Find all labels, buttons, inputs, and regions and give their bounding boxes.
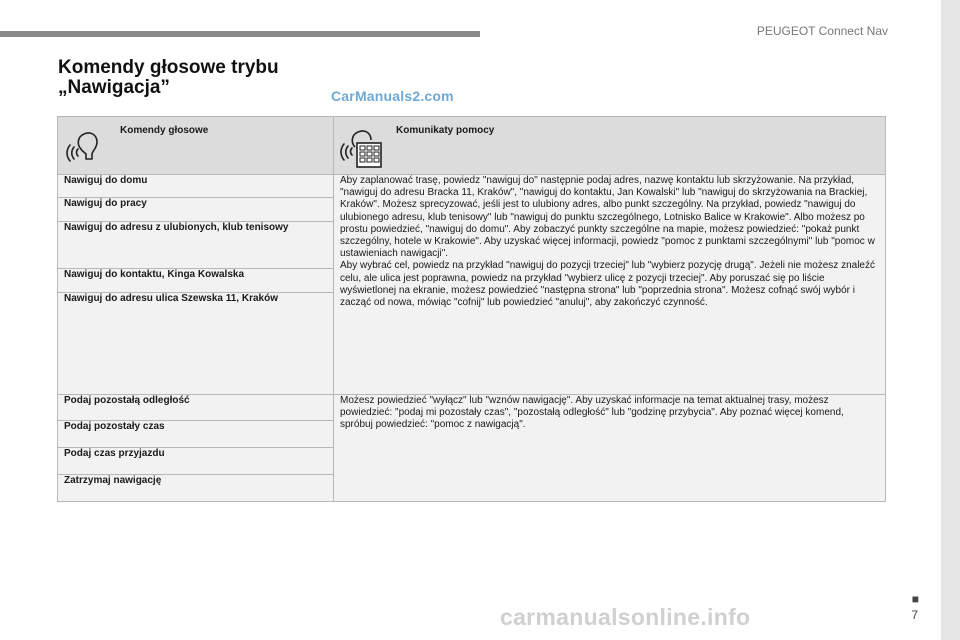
command-cell: Podaj pozostały czas xyxy=(58,421,334,448)
command-cell: Podaj pozostałą odległość xyxy=(58,395,334,421)
page-title-line-1: Komendy głosowe trybu xyxy=(58,57,279,78)
help-text-cell xyxy=(334,395,886,502)
column-header-commands xyxy=(58,117,334,175)
help-text-cell xyxy=(334,175,886,395)
page-title-line-2: „Nawigacja” xyxy=(58,77,170,98)
help-text: Aby zaplanować trasę, powiedz "nawiguj do" następnie podaj adres, nazwę kontaktu lub skrzyżowanie. Na przykład, "nawiguj do adresu Bracka 11, Kraków", "nawiguj do kontaktu, Jan Kowalski" lub "nawiguj do skrzyżowania na Brackiej, Kraków". Możesz sprecyzować, jeśli jest to ulubiony adres, albo punkt szczególny. Na przykład, powiedz "nawiguj do ulubionego adresu, klub tenisowy" lub "nawiguj do punktu szczególnego, Lotnisko Balice w Krakowie". Albo możesz po prostu powiedzieć, "nawiguj do domu". Aby zobaczyć punkty szczególne na mapie, możesz powiedzieć: "pokaż punkt szczególny, hotele w Krakowie". Aby uzyskać więcej informacji, powiedz "pomoc z punktami szczególnymi" lub "pomoc w ustawieniach nawigacji". Aby wybrać cel, powiedz na przykład "nawiguj do pozycji trzeciej" lub "wybierz pozycję drugą". Jeżeli nie możesz znaleźć celu, ale ulica jest poprawna, powiedz na przykład "wybierz ulicę z pozycji trzeciej". Aby poruszać się po liście wyświetlonej na ekranie, możesz powiedzieć "następna strona" lub "poprzednia strona". Możesz cofnąć swój wybór i zacząć od nowa, mówiąc "cofnij" lub powiedzieć "anuluj", aby zakończyć czynność. xyxy=(340,175,875,309)
voice-command-icon xyxy=(64,125,120,167)
command-cell: Podaj czas przyjazdu xyxy=(58,448,334,475)
column-header-help-label: Komunikaty pomocy xyxy=(396,125,495,136)
command-cell: Nawiguj do domu xyxy=(58,175,334,198)
watermark-top: CarManuals2.com xyxy=(331,88,454,104)
column-header-help xyxy=(334,117,886,175)
header-rule xyxy=(0,31,480,37)
page-title xyxy=(58,58,279,98)
side-strip xyxy=(941,0,960,640)
watermark-bottom: carmanualsonline.info xyxy=(500,604,751,630)
page-number: 7 xyxy=(911,608,918,622)
command-cell: Nawiguj do kontaktu, Kinga Kowalska xyxy=(58,269,334,293)
command-cell: Nawiguj do adresu ulica Szewska 11, Kraków xyxy=(58,293,334,395)
command-cell: Nawiguj do adresu z ulubionych, klub tenisowy xyxy=(58,222,334,269)
footer-marker: ■ xyxy=(911,592,919,606)
column-header-commands-label: Komendy głosowe xyxy=(120,125,209,136)
voice-help-keypad-icon xyxy=(340,125,396,169)
header-brand: PEUGEOT Connect Nav xyxy=(756,24,888,38)
command-cell: Nawiguj do pracy xyxy=(58,198,334,222)
help-text: Możesz powiedzieć "wyłącz" lub "wznów nawigację". Aby uzyskać informacje na temat aktualnej trasy, możesz powiedzieć: "podaj mi pozostały czas", "pozostałą odległość" lub "godzinę przybycia". Aby poznać więcej komend, spróbuj powiedzieć: "pomoc z nawigacją". xyxy=(340,395,844,431)
voice-commands-table xyxy=(57,116,886,502)
command-cell: Zatrzymaj nawigację xyxy=(58,475,334,502)
